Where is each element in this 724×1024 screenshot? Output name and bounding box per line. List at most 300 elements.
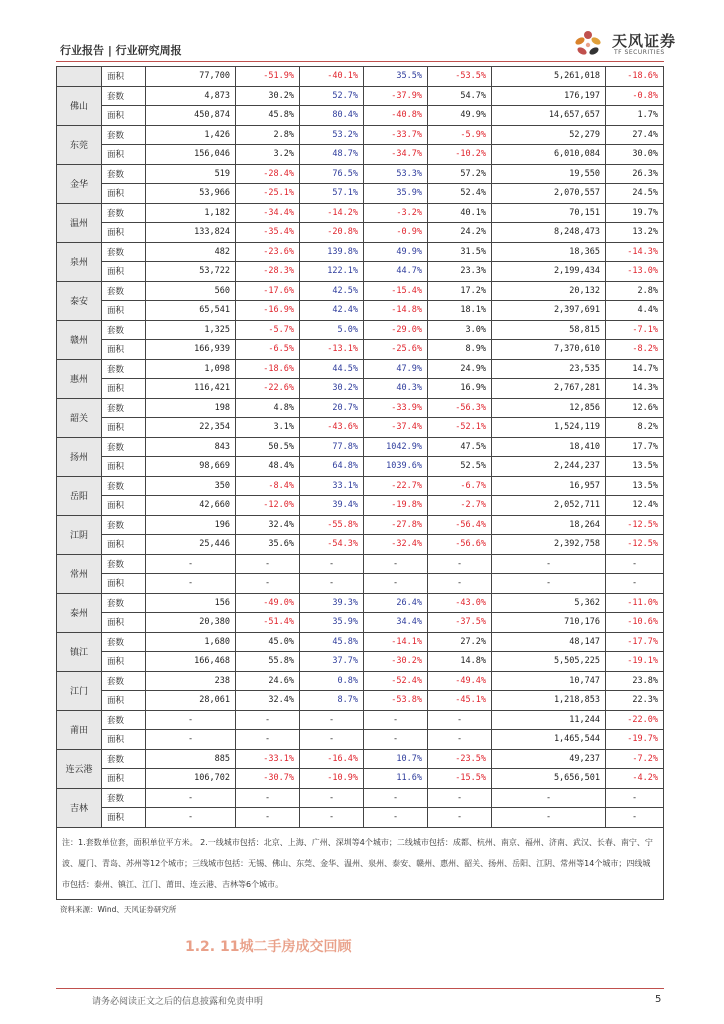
metric-label-cell: 套数 [102,437,146,457]
value-cell: 30.2% [236,86,300,106]
value-cell: -56.6% [428,535,492,555]
city-name-cell [57,67,102,87]
value-cell: -32.4% [364,535,428,555]
disclaimer-text: 请务必阅读正文之后的信息披露和免责申明 [92,997,264,1007]
value-cell: 23,535 [492,359,606,379]
value-cell: 54.7% [428,86,492,106]
metric-label-cell: 面积 [102,184,146,204]
city-name-cell: 金华 [57,164,102,203]
value-cell: 11,244 [492,710,606,730]
value-cell: 20.7% [300,398,364,418]
value-cell: 176,197 [492,86,606,106]
value-cell: 32.4% [236,691,300,711]
table-row [57,242,664,262]
value-cell: 49,237 [492,749,606,769]
value-cell: -37.5% [428,613,492,633]
value-cell: - [492,574,606,594]
value-cell: - [146,710,236,730]
table-row [57,203,664,223]
value-cell: 13.5% [606,476,664,496]
value-cell: -18.6% [236,359,300,379]
value-cell: - [606,554,664,574]
value-cell: 27.2% [428,632,492,652]
value-cell: -2.7% [428,496,492,516]
city-name-cell: 岳阳 [57,476,102,515]
value-cell: 70,151 [492,203,606,223]
value-cell: - [428,730,492,750]
value-cell: 45.8% [236,106,300,126]
value-cell: 12,856 [492,398,606,418]
table-row [57,808,664,828]
metric-label-cell: 面积 [102,652,146,672]
value-cell: - [236,730,300,750]
value-cell: 98,669 [146,457,236,477]
value-cell: 24.6% [236,671,300,691]
table-row [57,106,664,126]
city-name-cell: 东莞 [57,125,102,164]
value-cell: 42.5% [300,281,364,301]
city-transaction-table [56,66,664,900]
value-cell: 40.1% [428,203,492,223]
value-cell: 24.2% [428,223,492,243]
value-cell: 45.0% [236,632,300,652]
value-cell: 166,468 [146,652,236,672]
table-row [57,86,664,106]
value-cell: -34.7% [364,145,428,165]
table-row [57,613,664,633]
table-row [57,125,664,145]
value-cell: 53,722 [146,262,236,282]
value-cell: 48.7% [300,145,364,165]
value-cell: 30.2% [300,379,364,399]
value-cell: 18,410 [492,437,606,457]
value-cell: - [364,788,428,808]
value-cell: 25,446 [146,535,236,555]
value-cell: 65,541 [146,301,236,321]
value-cell: -12.0% [236,496,300,516]
value-cell: 8.9% [428,340,492,360]
value-cell: 24.5% [606,184,664,204]
value-cell: 39.3% [300,593,364,613]
value-cell: -18.6% [606,67,664,87]
table-row [57,632,664,652]
value-cell: 5,362 [492,593,606,613]
value-cell: -28.3% [236,262,300,282]
value-cell: -35.4% [236,223,300,243]
value-cell: 4.8% [236,398,300,418]
value-cell: 238 [146,671,236,691]
value-cell: 10.7% [364,749,428,769]
city-name-cell: 镇江 [57,632,102,671]
value-cell: 133,824 [146,223,236,243]
value-cell: -33.1% [236,749,300,769]
value-cell: -10.6% [606,613,664,633]
value-cell: -53.8% [364,691,428,711]
table-note-row [57,827,664,899]
value-cell: -40.8% [364,106,428,126]
table-row [57,145,664,165]
value-cell: 28,061 [146,691,236,711]
value-cell: 18.1% [428,301,492,321]
value-cell: 53.3% [364,164,428,184]
value-cell: 18,264 [492,515,606,535]
metric-label-cell: 面积 [102,613,146,633]
value-cell: -11.0% [606,593,664,613]
value-cell: 53.2% [300,125,364,145]
city-name-cell: 泰安 [57,281,102,320]
value-cell: 34.4% [364,613,428,633]
table-row [57,184,664,204]
value-cell: 22,354 [146,418,236,438]
value-cell: 44.7% [364,262,428,282]
value-cell: -5.7% [236,320,300,340]
value-cell: 16,957 [492,476,606,496]
table-row [57,769,664,789]
value-cell: 6,010,084 [492,145,606,165]
value-cell: 19.7% [606,203,664,223]
value-cell: 13.2% [606,223,664,243]
city-name-cell: 韶关 [57,398,102,437]
value-cell: 5,505,225 [492,652,606,672]
value-cell: 47.5% [428,437,492,457]
value-cell: 106,702 [146,769,236,789]
value-cell: 57.2% [428,164,492,184]
report-type-header: 行业报告 | 行业研究周报 [60,44,182,57]
value-cell: 23.3% [428,262,492,282]
metric-label-cell: 套数 [102,203,146,223]
value-cell: 35.9% [364,184,428,204]
value-cell: - [364,554,428,574]
value-cell: 17.7% [606,437,664,457]
value-cell: -22.0% [606,710,664,730]
value-cell: - [428,808,492,828]
value-cell: - [492,554,606,574]
table-row [57,301,664,321]
value-cell: 116,421 [146,379,236,399]
value-cell: 5.0% [300,320,364,340]
value-cell: - [300,788,364,808]
metric-label-cell: 面积 [102,808,146,828]
value-cell: 1.7% [606,106,664,126]
table-row [57,262,664,282]
value-cell: 49.9% [428,106,492,126]
value-cell: - [146,554,236,574]
city-name-cell: 惠州 [57,359,102,398]
value-cell: 2,052,711 [492,496,606,516]
city-name-cell: 泉州 [57,242,102,281]
value-cell: 24.9% [428,359,492,379]
city-name-cell: 常州 [57,554,102,593]
value-cell: 1,524,119 [492,418,606,438]
value-cell: 27.4% [606,125,664,145]
value-cell: 35.6% [236,535,300,555]
value-cell: -51.9% [236,67,300,87]
data-source: 资料来源：Wind、天风证券研究所 [60,905,177,914]
value-cell: -54.3% [300,535,364,555]
metric-label-cell: 套数 [102,632,146,652]
value-cell: -23.6% [236,242,300,262]
value-cell: -15.4% [364,281,428,301]
value-cell: 50.5% [236,437,300,457]
metric-label-cell: 套数 [102,671,146,691]
value-cell: - [236,554,300,574]
value-cell: - [300,710,364,730]
value-cell: -10.2% [428,145,492,165]
value-cell: -16.4% [300,749,364,769]
value-cell: 843 [146,437,236,457]
value-cell: - [492,808,606,828]
value-cell: -8.4% [236,476,300,496]
table-row [57,554,664,574]
value-cell: -16.9% [236,301,300,321]
table-row [57,574,664,594]
value-cell: - [300,574,364,594]
value-cell: 32.4% [236,515,300,535]
value-cell: -51.4% [236,613,300,633]
city-name-cell: 连云港 [57,749,102,788]
value-cell: 22.3% [606,691,664,711]
value-cell: -52.4% [364,671,428,691]
value-cell: 19,550 [492,164,606,184]
value-cell: -52.1% [428,418,492,438]
table-row [57,418,664,438]
metric-label-cell: 面积 [102,535,146,555]
value-cell: 45.8% [300,632,364,652]
value-cell: -30.2% [364,652,428,672]
value-cell: 44.5% [300,359,364,379]
value-cell: -3.2% [364,203,428,223]
value-cell: -17.6% [236,281,300,301]
value-cell: -12.5% [606,515,664,535]
value-cell: 13.5% [606,457,664,477]
value-cell: 2,767,281 [492,379,606,399]
metric-label-cell: 面积 [102,496,146,516]
value-cell: -30.7% [236,769,300,789]
table-row [57,515,664,535]
city-name-cell: 温州 [57,203,102,242]
value-cell: 482 [146,242,236,262]
value-cell: 3.0% [428,320,492,340]
value-cell: 2,397,691 [492,301,606,321]
value-cell: - [364,574,428,594]
value-cell: - [364,710,428,730]
value-cell: 16.9% [428,379,492,399]
value-cell: 2,244,237 [492,457,606,477]
value-cell: - [146,574,236,594]
value-cell: - [236,788,300,808]
value-cell: 49.9% [364,242,428,262]
value-cell: -22.6% [236,379,300,399]
table-row [57,788,664,808]
table-row [57,710,664,730]
table-row [57,67,664,87]
value-cell: 64.8% [300,457,364,477]
value-cell: 0.8% [300,671,364,691]
metric-label-cell: 面积 [102,691,146,711]
value-cell: 20,132 [492,281,606,301]
value-cell: -40.1% [300,67,364,87]
metric-label-cell: 套数 [102,125,146,145]
value-cell: - [146,788,236,808]
value-cell: 30.0% [606,145,664,165]
value-cell: 156 [146,593,236,613]
metric-label-cell: 面积 [102,574,146,594]
value-cell: 35.5% [364,67,428,87]
value-cell: 31.5% [428,242,492,262]
value-cell: - [364,808,428,828]
metric-label-cell: 面积 [102,145,146,165]
value-cell: 18,365 [492,242,606,262]
table-row [57,281,664,301]
value-cell: 26.4% [364,593,428,613]
value-cell: 14.8% [428,652,492,672]
footer-divider [56,988,664,989]
value-cell: 350 [146,476,236,496]
value-cell: -17.7% [606,632,664,652]
value-cell: 14,657,657 [492,106,606,126]
city-name-cell: 吉林 [57,788,102,827]
value-cell: -53.5% [428,67,492,87]
value-cell: 17.2% [428,281,492,301]
table-row [57,457,664,477]
value-cell: -25.1% [236,184,300,204]
value-cell: -33.9% [364,398,428,418]
value-cell: - [428,710,492,730]
value-cell: - [300,808,364,828]
value-cell: - [428,554,492,574]
value-cell: 1,680 [146,632,236,652]
value-cell: 57.1% [300,184,364,204]
value-cell: 37.7% [300,652,364,672]
value-cell: -19.7% [606,730,664,750]
table-row [57,496,664,516]
value-cell: 2.8% [236,125,300,145]
value-cell: 8,248,473 [492,223,606,243]
value-cell: 139.8% [300,242,364,262]
city-name-cell: 莆田 [57,710,102,749]
metric-label-cell: 套数 [102,359,146,379]
table-row [57,476,664,496]
table-row [57,671,664,691]
value-cell: -43.0% [428,593,492,613]
metric-label-cell: 面积 [102,379,146,399]
value-cell: -6.5% [236,340,300,360]
value-cell: 4,873 [146,86,236,106]
value-cell: - [364,730,428,750]
value-cell: - [236,710,300,730]
value-cell: 196 [146,515,236,535]
value-cell: -45.1% [428,691,492,711]
value-cell: 35.9% [300,613,364,633]
value-cell: 42.4% [300,301,364,321]
value-cell: -37.9% [364,86,428,106]
metric-label-cell: 套数 [102,320,146,340]
value-cell: -13.0% [606,262,664,282]
section-heading: 1.2. 11城二手房成交回顾 [185,939,352,955]
value-cell: - [606,808,664,828]
metric-label-cell: 面积 [102,223,146,243]
value-cell: - [428,788,492,808]
table-row [57,652,664,672]
value-cell: 52,279 [492,125,606,145]
value-cell: - [606,574,664,594]
metric-label-cell: 套数 [102,710,146,730]
metric-label-cell: 面积 [102,418,146,438]
value-cell: -33.7% [364,125,428,145]
table-row [57,359,664,379]
value-cell: 12.6% [606,398,664,418]
city-name-cell: 扬州 [57,437,102,476]
metric-label-cell: 套数 [102,788,146,808]
value-cell: -12.5% [606,535,664,555]
value-cell: -49.0% [236,593,300,613]
value-cell: 77,700 [146,67,236,87]
value-cell: 1,098 [146,359,236,379]
value-cell: 166,939 [146,340,236,360]
city-name-cell: 江门 [57,671,102,710]
value-cell: 33.1% [300,476,364,496]
value-cell: 1039.6% [364,457,428,477]
value-cell: - [492,788,606,808]
value-cell: 10,747 [492,671,606,691]
value-cell: 3.2% [236,145,300,165]
value-cell: 48,147 [492,632,606,652]
value-cell: 122.1% [300,262,364,282]
value-cell: 11.6% [364,769,428,789]
value-cell: 2,070,557 [492,184,606,204]
value-cell: 2,392,758 [492,535,606,555]
value-cell: 1,218,853 [492,691,606,711]
value-cell: 1,426 [146,125,236,145]
metric-label-cell: 面积 [102,67,146,87]
metric-label-cell: 面积 [102,340,146,360]
value-cell: - [428,574,492,594]
value-cell: 23.8% [606,671,664,691]
value-cell: 40.3% [364,379,428,399]
value-cell: -34.4% [236,203,300,223]
value-cell: 52.7% [300,86,364,106]
value-cell: -10.9% [300,769,364,789]
value-cell: 48.4% [236,457,300,477]
table-row [57,593,664,613]
metric-label-cell: 套数 [102,281,146,301]
value-cell: 450,874 [146,106,236,126]
value-cell: 8.7% [300,691,364,711]
value-cell: 80.4% [300,106,364,126]
value-cell: 1042.9% [364,437,428,457]
metric-label-cell: 套数 [102,749,146,769]
value-cell: -7.1% [606,320,664,340]
value-cell: 58,815 [492,320,606,340]
metric-label-cell: 套数 [102,476,146,496]
metric-label-cell: 面积 [102,769,146,789]
value-cell: 14.3% [606,379,664,399]
metric-label-cell: 套数 [102,593,146,613]
value-cell: 12.4% [606,496,664,516]
page-number: 5 [655,994,662,1005]
table-row [57,164,664,184]
metric-label-cell: 套数 [102,398,146,418]
metric-label-cell: 面积 [102,262,146,282]
value-cell: 77.8% [300,437,364,457]
metric-label-cell: 面积 [102,457,146,477]
value-cell: 3.1% [236,418,300,438]
value-cell: 55.8% [236,652,300,672]
city-name-cell: 泰州 [57,593,102,632]
value-cell: 76.5% [300,164,364,184]
value-cell: 7,370,610 [492,340,606,360]
value-cell: 2.8% [606,281,664,301]
